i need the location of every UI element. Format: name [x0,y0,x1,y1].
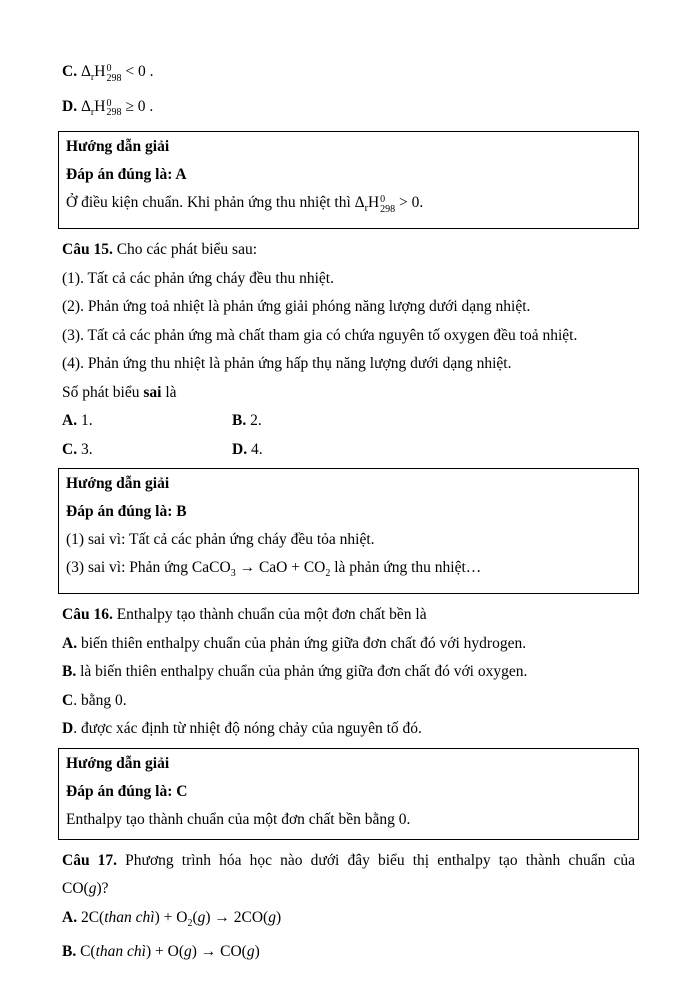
options-row-2 [62,440,635,459]
options-row-1 [62,411,635,430]
question-16-intro: Câu 16. Enthalpy tạo thành chuẩn của một đơn chất bền là [62,606,427,624]
solution-text-line-1: (1) sai vì: Tất cả các phản ứng cháy đều tỏa nhiệt. [66,531,375,549]
solution-box-2 [58,468,639,594]
solution-box-1 [58,131,639,229]
solution-text: Ở điều kiện chuẩn. Khi phản ứng thu nhiệt thì $\Delta_rH$ 0 298 > 0. [66,194,424,215]
answer-line: Đáp án đúng là: C [66,782,188,800]
option-d-line: D. được xác định từ nhiệt độ nóng chảy của nguyên tố đó. [62,720,422,738]
solution-box-3 [58,748,639,840]
solution-title: Hướng dẫn giải [66,138,170,156]
solution-title: Hướng dẫn giải [66,475,170,493]
solution-title: Hướng dẫn giải [66,754,170,772]
option-c-line: C. $\Delta_rH$ 0 298 < 0 . [62,63,154,84]
option-a-line: A. biến thiên enthalpy chuẩn của phản ứng giữa đơn chất đó với hydrogen. [62,634,527,652]
answer-line: Đáp án đúng là: B [66,503,187,521]
option-d: D. 4. [232,440,263,458]
option-d-line: D. $\Delta_rH$ 0 298 ≥ 0 . [62,97,154,119]
option-b: B. 2. [232,412,262,430]
option-a: A. 1. [62,412,93,430]
option-b-line: B. là biến thiên enthalpy chuẩn của phản ứng giữa đơn chất đó với oxygen. [62,663,528,681]
solution-text: Enthalpy tạo thành chuẩn của một đơn chất bền bằng 0. [66,810,411,828]
option-c-line: C. bằng 0. [62,691,127,709]
question-17-intro-line-2: CO(g)? [62,880,109,898]
question-17-intro-line-1: Câu 17. Phương trình hóa học nào dưới đây biểu thị enthalpy tạo thành chuẩn của [62,851,635,869]
statement-4: (4). Phản ứng thu nhiệt là phản ứng hấp thụ năng lượng dưới dạng nhiệt. [62,355,512,373]
solution-text-line-2: (3) sai vì: Phản ứng CaCO$_3$ → CaO + $CO_2$ là phản ứng thu nhiệt… [66,559,482,580]
option-b-line: B. C(than chì) + O(g) → CO(g) [62,943,260,961]
question-15-prompt: Số phát biểu sai là [62,383,177,401]
option-a-line: A. 2C(than chì) + $O_2(g) \to 2CO(g)$ [62,908,282,929]
option-c: C. 3. [62,440,93,458]
question-15-intro: Câu 15. Cho các phát biểu sau: [62,241,258,259]
statement-1: (1). Tất cả các phản ứng cháy đều thu nhiệt. [62,269,334,287]
statement-3: (3). Tất cả các phản ứng mà chất tham gia có chứa nguyên tố oxygen đều toả nhiệt. [62,326,578,344]
answer-line: Đáp án đúng là: A [66,166,187,184]
statement-2: (2). Phản ứng toả nhiệt là phản ứng giải phóng năng lượng dưới dạng nhiệt. [62,298,531,316]
